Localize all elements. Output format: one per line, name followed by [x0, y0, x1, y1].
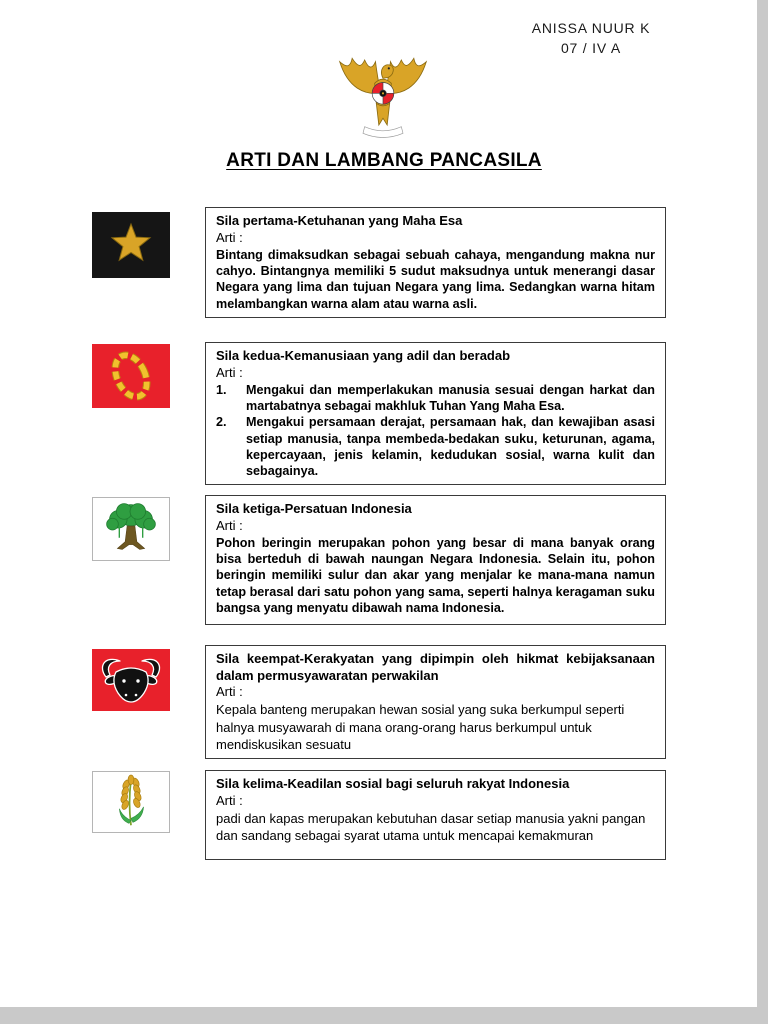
arti-label: Arti :: [216, 684, 243, 700]
section-heading: Sila pertama-Ketuhanan yang Maha Esa: [216, 213, 463, 228]
gold-chain-icon: [92, 344, 170, 408]
list-text: Mengakui dan memperlakukan manusia sesuai dengan harkat dan martabatnya sebagai makhluk Tuhan Yang Maha Esa.: [246, 382, 655, 413]
list-item: [216, 414, 655, 479]
list-text: Mengakui persamaan derajat, persamaan hak, dan kewajiban asasi setiap manusia, tanpa membeda-bedakan suku, keturunan, agama, kepercayaan, jenis kelamin, kedudukan sosial, warna kulit dan sebagainya.: [246, 415, 655, 479]
gold-star-icon: [92, 212, 170, 278]
arti-label: Arti :: [216, 229, 243, 245]
chain-symbol-box: [92, 344, 170, 408]
page-title: ARTI DAN LAMBANG PANCASILA: [226, 150, 542, 171]
section-body: Pohon beringin merupakan pohon yang besar di mana banyak orang bisa berteduh di bawah naungan Negara Indonesia. Selain itu, pohon beringin memiliki sulur dan akar yang menjalar ke mana-mana namun tetap berasal dari satu pohon yang sama, seperti halnya keragaman suku bangsa yang menyatu dibawah nama Indonesia.: [216, 535, 655, 615]
list-item: [216, 382, 655, 415]
section-sila-1: [205, 207, 666, 318]
arti-label: Arti :: [216, 517, 243, 533]
section-sila-5: [205, 770, 666, 860]
section-body: Kepala banteng merupakan hewan sosial yang suka berkumpul seperti halnya musyawarah di mana orang-orang harus berkumpul untuk mendiskusikan sesuatu: [216, 702, 625, 753]
student-header: [523, 18, 659, 59]
section-heading: Sila kelima-Keadilan sosial bagi seluruh rakyat Indonesia: [216, 776, 570, 791]
student-name: ANISSA NUUR K: [531, 20, 651, 36]
rice-stalk-icon: [93, 772, 169, 832]
student-class: 07 / IV A: [560, 40, 622, 57]
garuda-pancasila-emblem: [333, 50, 433, 142]
arti-label: Arti :: [216, 792, 243, 808]
banyan-symbol-box: [92, 497, 170, 561]
list-number: 2.: [216, 415, 227, 430]
section-heading: Sila kedua-Kemanusiaan yang adil dan beradab: [216, 348, 511, 363]
star-symbol-box: [92, 212, 170, 278]
section-sila-2: [205, 342, 666, 485]
section-sila-3: [205, 495, 666, 625]
section-sila-4: [205, 645, 666, 759]
padi-kapas-symbol-box: [92, 771, 170, 833]
bull-head-icon: [92, 649, 170, 711]
section-body: Bintang dimaksudkan sebagai sebuah cahaya, mengandung makna nur cahyo. Bintangnya memiliki 5 sudut maksudnya untuk menerangi dasar Negara yang lima dan tujuan Negara yang lima. Sedangkan warna hitam melambangkan warna alam atau warna asli.: [216, 247, 655, 311]
garuda-icon: [333, 50, 433, 143]
list-number: 1.: [216, 382, 227, 397]
bull-symbol-box: [92, 649, 170, 711]
banyan-tree-icon: [93, 498, 169, 560]
arti-label: Arti :: [216, 364, 243, 380]
section-body: padi dan kapas merupakan kebutuhan dasar setiap manusia yakni pangan dan sandang sebagai syarat utama untuk mencapai kemakmuran: [216, 810, 646, 844]
section-heading: Sila ketiga-Persatuan Indonesia: [216, 501, 412, 516]
section-heading: Sila keempat-Kerakyatan yang dipimpin oleh hikmat kebijaksanaan dalam permusyawaratan perwakilan: [216, 651, 655, 683]
